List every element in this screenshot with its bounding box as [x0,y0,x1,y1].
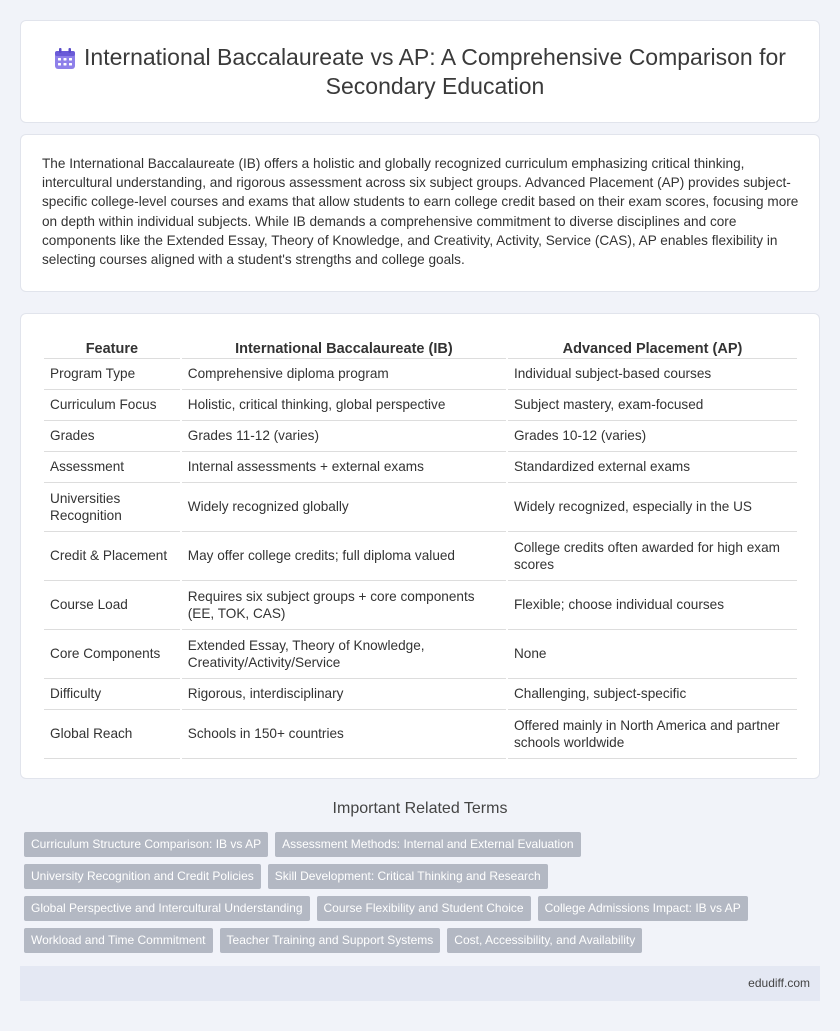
ap-cell: Widely recognized, especially in the US [508,483,797,532]
feature-cell: Global Reach [44,710,180,759]
ap-cell: Individual subject-based courses [508,359,797,390]
ib-cell: Grades 11-12 (varies) [182,421,506,452]
header-ib: International Baccalaureate (IB) [182,335,506,359]
ib-cell: Extended Essay, Theory of Knowledge, Creativity/Activity/Service [182,630,506,679]
feature-cell: Difficulty [44,679,180,710]
ap-cell: Standardized external exams [508,452,797,483]
table-header-row [44,335,797,359]
feature-cell: Grades [44,421,180,452]
comparison-table [42,335,799,759]
related-term-tag[interactable]: Skill Development: Critical Thinking and Research [268,864,548,889]
ap-cell: Offered mainly in North America and partner schools worldwide [508,710,797,759]
ib-cell: Requires six subject groups + core components (EE, TOK, CAS) [182,581,506,630]
feature-cell: Program Type [44,359,180,390]
related-term-tag[interactable]: Teacher Training and Support Systems [220,928,441,953]
table-row [44,421,797,452]
table-row [44,532,797,581]
footer-site-link[interactable]: edudiff.com [748,976,810,990]
title-card [20,20,820,123]
table-row [44,483,797,532]
tag-row [24,864,804,889]
header-feature: Feature [44,335,180,359]
related-term-tag[interactable]: Assessment Methods: Internal and External Evaluation [275,832,581,857]
ib-cell: May offer college credits; full diploma valued [182,532,506,581]
ib-cell: Holistic, critical thinking, global perspective [182,390,506,421]
feature-cell: Curriculum Focus [44,390,180,421]
tag-row [24,896,804,921]
ib-cell: Widely recognized globally [182,483,506,532]
ap-cell: Subject mastery, exam-focused [508,390,797,421]
related-term-tag[interactable]: Course Flexibility and Student Choice [317,896,531,921]
related-terms-list [24,832,804,960]
intro-paragraph: The International Baccalaureate (IB) offers a holistic and globally recognized curriculum emphasizing critical thinking, intercultural understanding, and rigorous assessment across six subject groups. Advanced Placement (AP) provides subject-specific college-level courses and exams that allow students to earn college credit based on their exam scores, focusing more on depth within individual subjects. While IB demands a comprehensive commitment to diverse disciplines and core components like the Extended Essay, Theory of Knowledge, and Creativity, Activity, Service (CAS), AP enables flexibility in selecting courses aligned with a student's strengths and college goals. [42,156,799,268]
tag-row [24,832,804,857]
ap-cell: None [508,630,797,679]
ap-cell: Flexible; choose individual courses [508,581,797,630]
table-row [44,359,797,390]
intro-card [20,134,820,292]
table-row [44,390,797,421]
ap-cell: Challenging, subject-specific [508,679,797,710]
table-row [44,581,797,630]
ap-cell: College credits often awarded for high exam scores [508,532,797,581]
ib-cell: Comprehensive diploma program [182,359,506,390]
table-row [44,630,797,679]
related-terms-title: Important Related Terms [332,800,508,817]
table-row [44,679,797,710]
feature-cell: Course Load [44,581,180,630]
feature-cell: Credit & Placement [44,532,180,581]
header-ap: Advanced Placement (AP) [508,335,797,359]
table-row [44,452,797,483]
page-title: International Baccalaureate vs AP: A Comprehensive Comparison for Secondary Education [84,43,786,99]
ib-cell: Internal assessments + external exams [182,452,506,483]
related-term-tag[interactable]: University Recognition and Credit Policies [24,864,261,889]
related-term-tag[interactable]: College Admissions Impact: IB vs AP [538,896,748,921]
feature-cell: Core Components [44,630,180,679]
related-term-tag[interactable]: Curriculum Structure Comparison: IB vs AP [24,832,268,857]
tag-row [24,928,804,953]
related-term-tag[interactable]: Global Perspective and Intercultural Understanding [24,896,310,921]
footer [20,966,820,1001]
related-term-tag[interactable]: Workload and Time Commitment [24,928,213,953]
comparison-card [20,313,820,779]
table-row [44,710,797,759]
related-term-tag[interactable]: Cost, Accessibility, and Availability [447,928,642,953]
ap-cell: Grades 10-12 (varies) [508,421,797,452]
ib-cell: Rigorous, interdisciplinary [182,679,506,710]
feature-cell: Assessment [44,452,180,483]
ib-cell: Schools in 150+ countries [182,710,506,759]
feature-cell: Universities Recognition [44,483,180,532]
